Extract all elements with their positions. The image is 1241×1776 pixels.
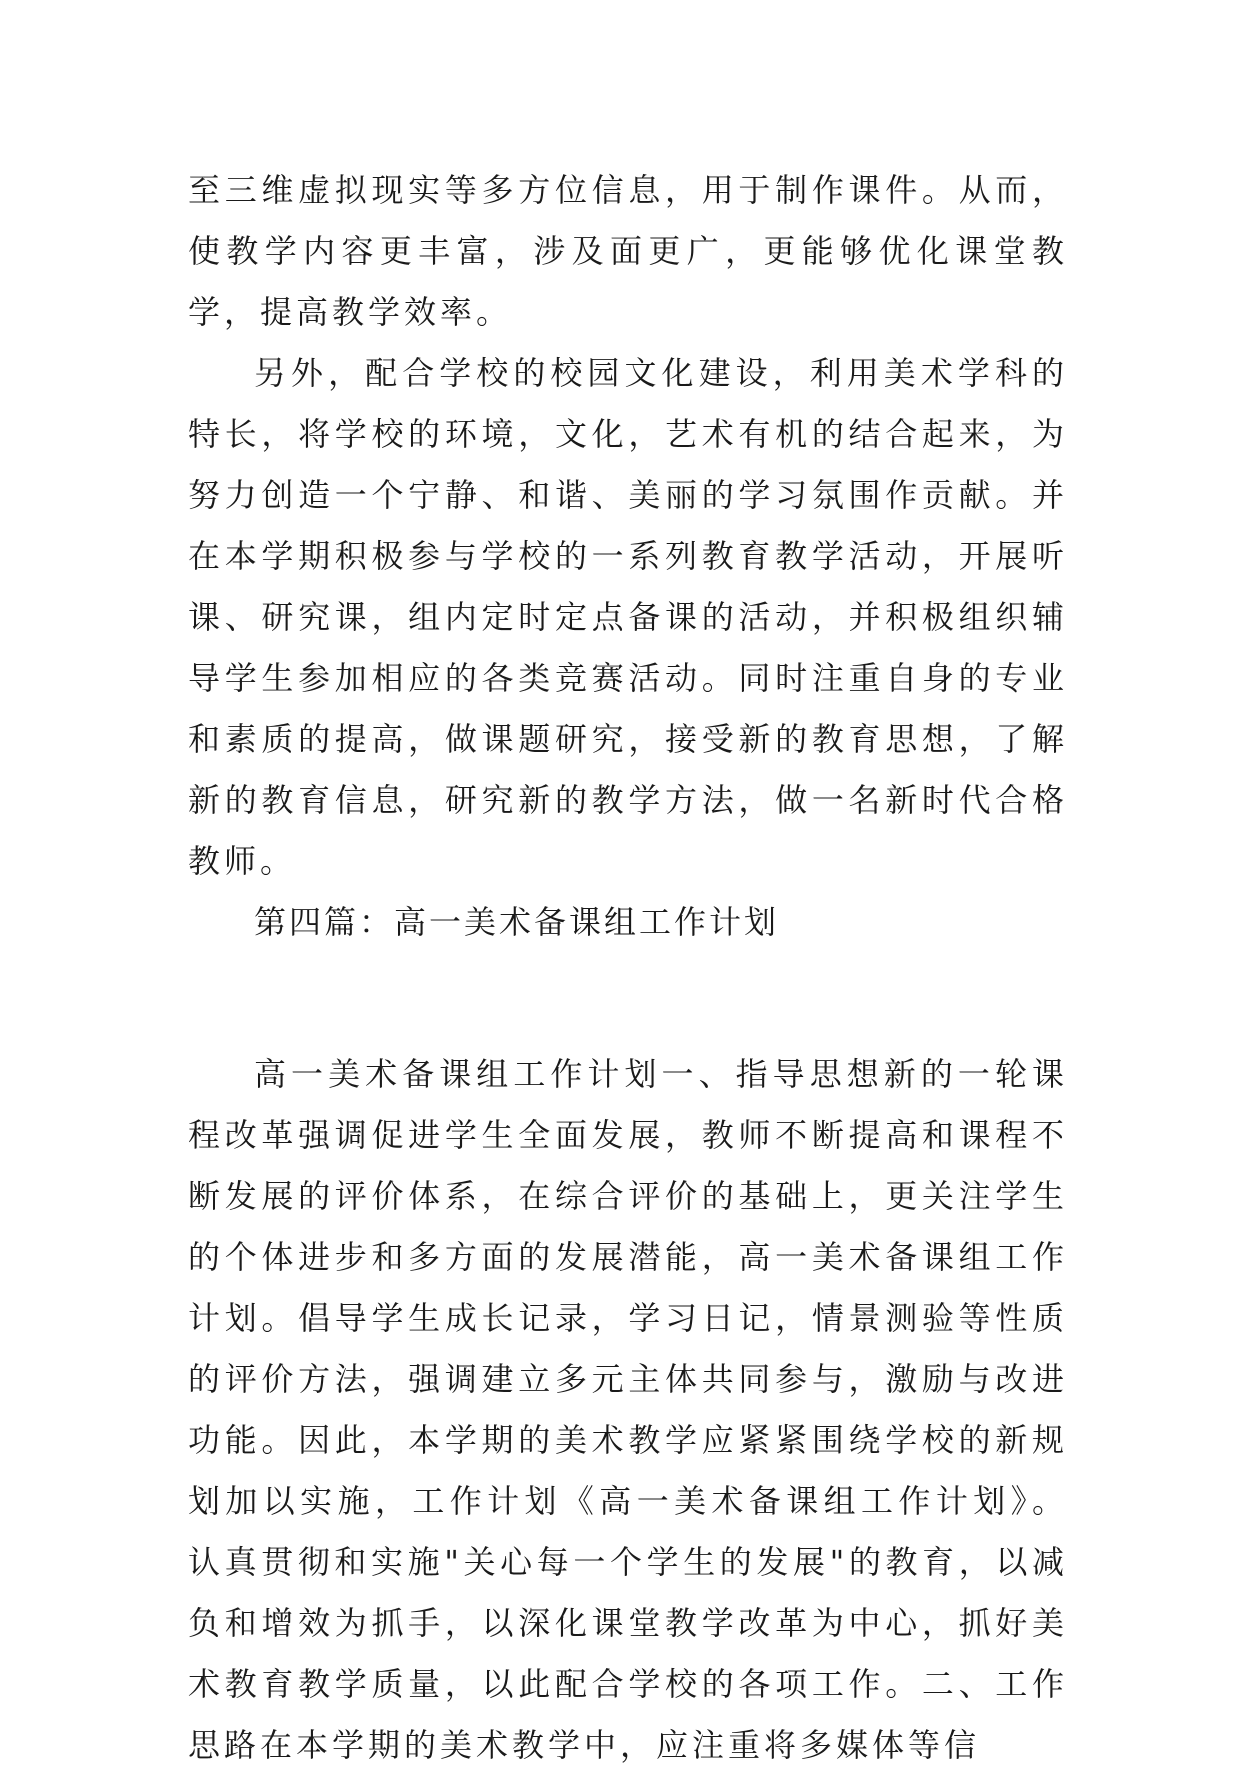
paragraph-continuation: 至三维虚拟现实等多方位信息，用于制作课件。从而，使教学内容更丰富，涉及面更广，更能够优化课堂教学，提高教学效率。 <box>188 171 1068 331</box>
section-spacer <box>188 953 1068 1044</box>
document-page <box>188 160 1068 1776</box>
section-title: 第四篇：高一美术备课组工作计划 <box>254 903 780 941</box>
paragraph-campus-culture: 另外，配合学校的校园文化建设，利用美术学科的特长，将学校的环境，文化，艺术有机的结合起来，为努力创造一个宁静、和谐、美丽的学习氛围作贡献。并在本学期积极参与学校的一系列教育教学活动，开展听课、研究课，组内定时定点备课的活动，并积极组织辅导学生参加相应的各类竞赛活动。同时注重自身的专业和素质的提高，做课题研究，接受新的教育思想，了解新的教育信息，研究新的教学方法，做一名新时代合格教师。 <box>188 354 1068 880</box>
section-body: 高一美术备课组工作计划一、指导思想新的一轮课程改革强调促进学生全面发展，教师不断提高和课程不断发展的评价体系，在综合评价的基础上，更关注学生的个体进步和多方面的发展潜能，高一美术备课组工作计划。倡导学生成长记录，学习日记，情景测验等性质的评价方法，强调建立多元主体共同参与，激励与改进功能。因此，本学期的美术教学应紧紧围绕学校的新规划加以实施，工作计划《高一美术备课组工作计划》。 认真贯彻和实施"关心每一个学生的发展"的教育，以减负和增效为抓手，以深化课堂教学改革为中心，抓好美术教育教学质量，以此配合学校的各项工作。二、工作思路在本学期的美术教学中，应注重将多媒体等信 <box>188 1055 1068 1764</box>
